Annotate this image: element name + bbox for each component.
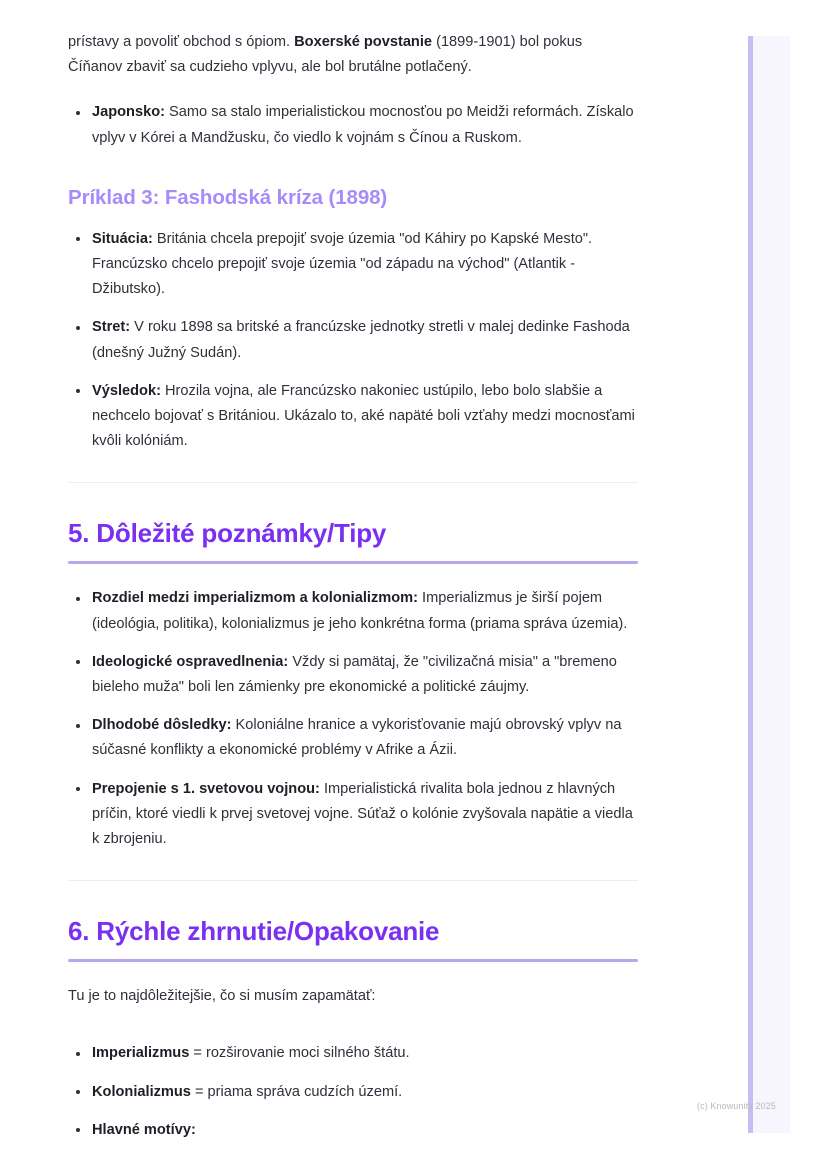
section-five-bullet-list xyxy=(68,586,638,852)
continuation-bullet-list xyxy=(68,100,638,150)
list-item-text: = rozširovanie moci silného štátu. xyxy=(189,1045,410,1062)
list-item xyxy=(68,1041,638,1066)
section-divider xyxy=(68,482,638,483)
example-heading: Príklad 3: Fashodská kríza (1898) xyxy=(68,185,388,209)
continuation-paragraph xyxy=(68,30,638,80)
section-six-intro: Tu je to najdôležitejšie, čo si musím zapamätať: xyxy=(68,988,376,1005)
paragraph-text-after-bold: (1899-1901) bol pokus Číňanov zbaviť sa cudzieho vplyvu, ale bol brutálne potlačený. xyxy=(68,34,583,76)
paragraph-text-before-bold: prístavy a povoliť obchod s ópiom. xyxy=(68,34,295,50)
list-item-lead: Situácia: xyxy=(92,230,153,247)
list-item-text: Británia chcela prepojiť svoje územia "od Káhiry po Kapské Mesto". Francúzsko chcelo prepojiť svoje územia "od západu na východ" (Atlantik - Džibutsko). xyxy=(92,230,593,298)
page-side-panel xyxy=(748,36,790,1133)
list-item-lead: Ideologické ospravedlnenia: xyxy=(92,653,289,670)
list-item xyxy=(68,1080,638,1105)
list-item-lead: Výsledok: xyxy=(92,382,161,399)
section-six-bullet-list xyxy=(68,1041,638,1143)
section-heading-underline xyxy=(68,561,638,564)
list-item xyxy=(68,379,638,455)
list-item-lead: Rozdiel medzi imperializmom a kolonializmom: xyxy=(92,590,418,607)
list-item xyxy=(68,586,638,636)
list-item-text: Imperialistická rivalita bola jednou z hlavných príčin, ktoré viedli k prvej svetovej vojne. Súťaž o kolónie zvyšovala napätie a viedla k zbrojeniu. xyxy=(92,780,633,848)
list-item-text: Imperializmus je širší pojem (ideológia, politika), kolonializmus je jeho konkrétna forma (priama správa územia). xyxy=(92,590,628,632)
spacer xyxy=(68,1015,638,1041)
list-item-text: Samo sa stalo imperialistickou mocnosťou po Meidži reformách. Získalo vplyv v Kórei a Mandžusku, čo viedlo k vojnám s Čínou a Ruskom. xyxy=(92,104,634,146)
list-item xyxy=(68,713,638,763)
page-side-rule xyxy=(748,36,753,1133)
list-item-text: V roku 1898 sa britské a francúzske jednotky stretli v malej dedinke Fashoda (dnešný Južný Sudán). xyxy=(92,319,630,361)
list-item-text: Koloniálne hranice a vykorisťovanie majú obrovský vplyv na súčasné konflikty a ekonomické problémy v Afrike a Ázii. xyxy=(92,717,622,759)
copyright-watermark: (c) Knowunity 2025 xyxy=(697,1101,776,1111)
list-item-lead: Prepojenie s 1. svetovou vojnou: xyxy=(92,780,320,797)
list-item-text: Hrozila vojna, ale Francúzsko nakoniec ustúpilo, lebo bolo slabšie a nechcelo bojovať s Britániou. Ukázalo to, aké napäté boli vzťahy medzi mocnosťami kvôli kolóniám. xyxy=(92,382,635,450)
list-item xyxy=(68,227,638,303)
list-item xyxy=(68,650,638,700)
section-heading-6: 6. Rýchle zhrnutie/Opakovanie xyxy=(68,916,440,947)
list-item-text: = priama správa cudzích území. xyxy=(190,1083,403,1100)
section-heading-underline xyxy=(68,959,638,962)
list-item-lead: Japonsko: xyxy=(92,104,165,121)
section-divider xyxy=(68,880,638,881)
list-item xyxy=(68,315,638,365)
list-item-lead: Imperializmus xyxy=(92,1045,190,1062)
spacer xyxy=(68,86,638,100)
paragraph-bold-term: Boxerské povstanie xyxy=(294,34,433,50)
example-bullet-list xyxy=(68,227,638,455)
list-item xyxy=(68,1118,638,1143)
list-item-lead: Dlhodobé dôsledky: xyxy=(92,717,232,734)
list-item-lead: Kolonializmus xyxy=(92,1083,191,1100)
section-heading-5: 5. Dôležité poznámky/Tipy xyxy=(68,518,387,549)
list-item-text: Vždy si pamätaj, že "civilizačná misia" a "bremeno bieleho muža" boli len zámienky pre ekonomické a politické záujmy. xyxy=(92,653,617,696)
list-item xyxy=(68,100,638,150)
list-item-lead: Stret: xyxy=(92,319,131,336)
list-item xyxy=(68,777,638,853)
spacer xyxy=(68,151,638,185)
list-item-lead: Hlavné motívy: xyxy=(92,1121,196,1138)
